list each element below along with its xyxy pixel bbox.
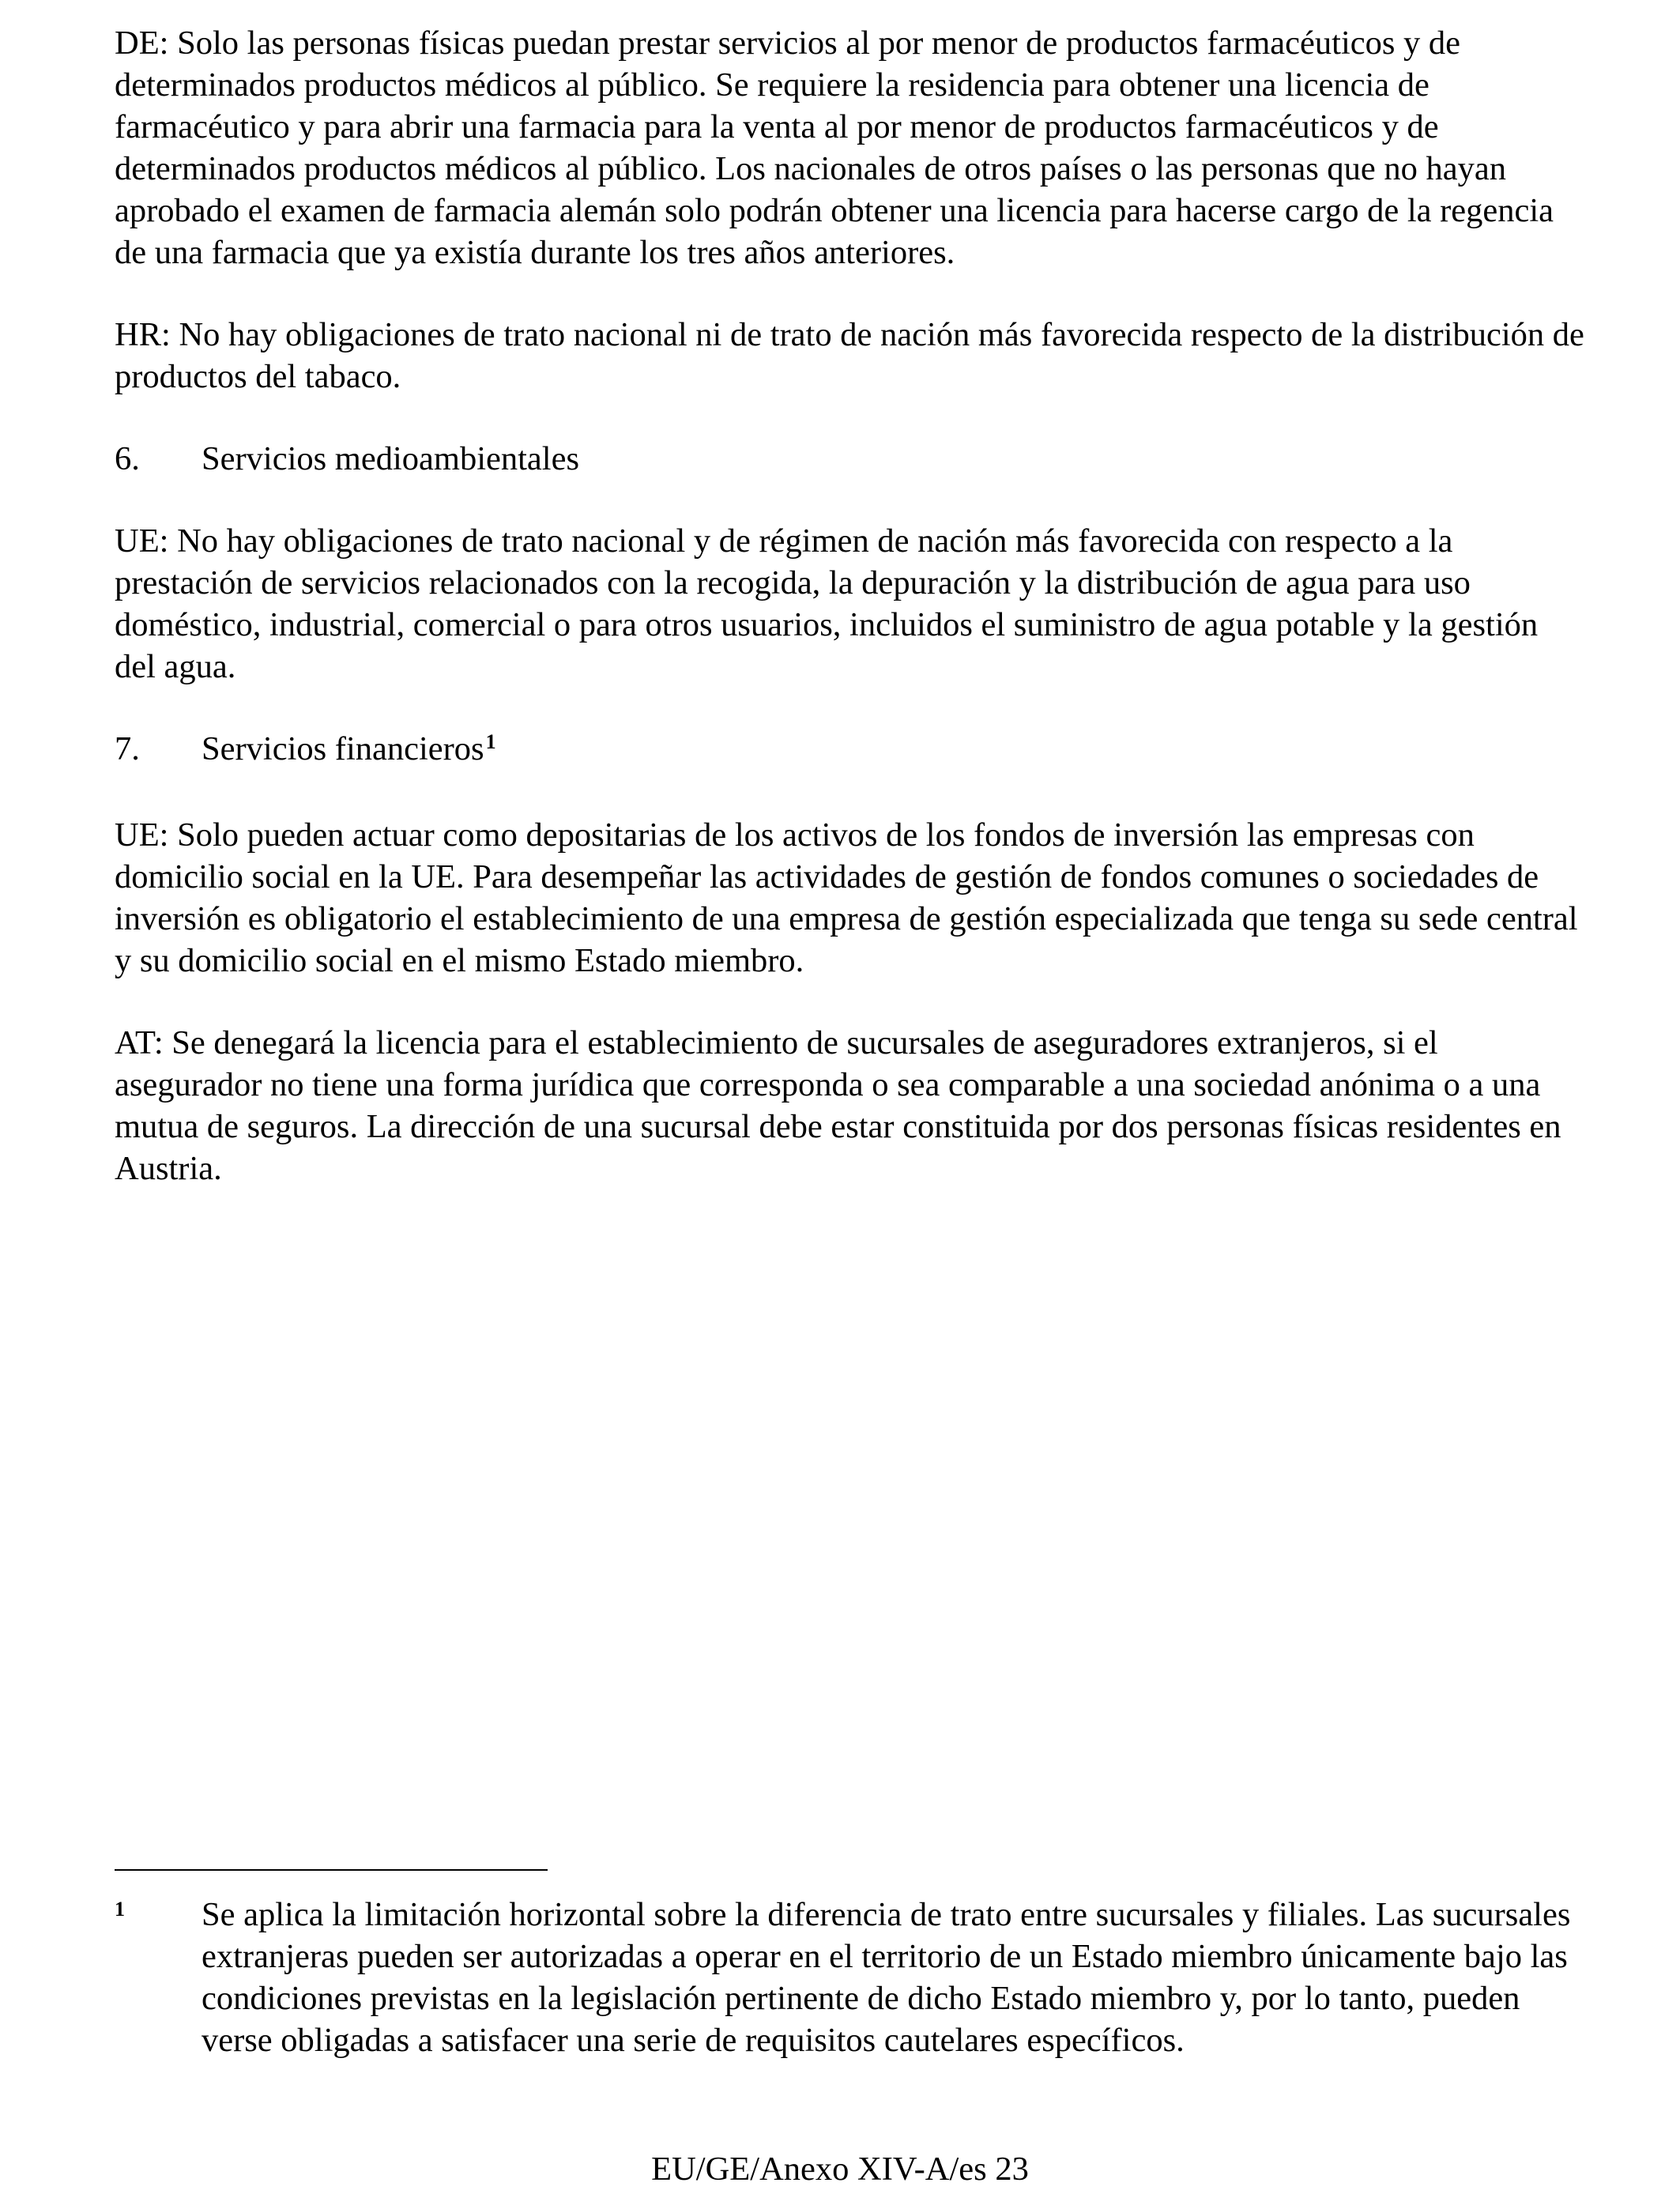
page-footer-reference: EU/GE/Anexo XIV-A/es 23 [651,2151,1029,2188]
paragraph-ue-funds: UE: Solo pueden actuar como depositarias de los activos de los fondos de inversión las empresas con domicilio social en la UE. Para desempeñar las actividades de gestión de fondos comunes o sociedades de inversión es obligatorio el establecimiento de una empresa de gestión especializada que tenga su sede central y su domicilio social en el mismo Estado miembro. [115,816,1578,979]
paragraph-at-insurance: AT: Se denegará la licencia para el establecimiento de sucursales de aseguradores extranjeros, si el asegurador no tiene una forma jurídica que corresponda o sea comparable a una sociedad anónima o a una mutua de seguros. La dirección de una sucursal debe estar constituida por dos personas físicas residentes en Austria. [115,1024,1561,1187]
section-number: 6. [115,440,140,477]
footnote-mark: 1 [115,1898,125,1921]
section-heading-environmental [115,438,1584,480]
paragraph-de-pharmacy: DE: Solo las personas físicas puedan prestar servicios al por menor de productos farmacéuticos y de determinados productos médicos al público. Se requiere la residencia para obtener una licencia de farmacéutico y para abrir una farmacia para la venta al por menor de productos farmacéuticos y de determinados productos médicos al público. Los nacionales de otros países o las personas que no hayan aprobado el examen de farmacia alemán solo podrán obtener una licencia para hacerse cargo de la regencia de una farmacia que ya existía durante los tres años anteriores. [115,25,1554,271]
paragraph-ue-water: UE: No hay obligaciones de trato nacional y de régimen de nación más favorecida con respecto a la prestación de servicios relacionados con la recogida, la depuración y la distribución de agua para uso doméstico, industrial, comercial o para otros usuarios, incluidos el suministro de agua potable y la gestión del agua. [115,522,1539,685]
footnote [115,1894,1584,2061]
section-title: Servicios medioambientales [202,440,580,477]
footnote-reference[interactable]: 1 [485,730,496,753]
footnote-text: Se aplica la limitación horizontal sobre la diferencia de trato entre sucursales y filiales. Las sucursales extranjeras pueden ser autorizadas a operar en el territorio de un Estado miembro únicamente bajo las condiciones previstas en la legislación pertinente de dicho Estado miembro y, por lo tanto, pueden verse obligadas a satisfacer una serie de requisitos cautelares específicos. [202,1896,1571,2059]
paragraph-hr-tobacco: HR: No hay obligaciones de trato nacional ni de trato de nación más favorecida respecto de la distribución de productos del tabaco. [115,316,1584,395]
document-body [115,22,1584,1230]
section-number: 7. [115,730,140,767]
section-heading-financial [115,728,1584,774]
footnote-separator [115,1869,548,1871]
section-title-wrap [202,728,496,774]
section-title: Servicios financieros [202,730,484,767]
